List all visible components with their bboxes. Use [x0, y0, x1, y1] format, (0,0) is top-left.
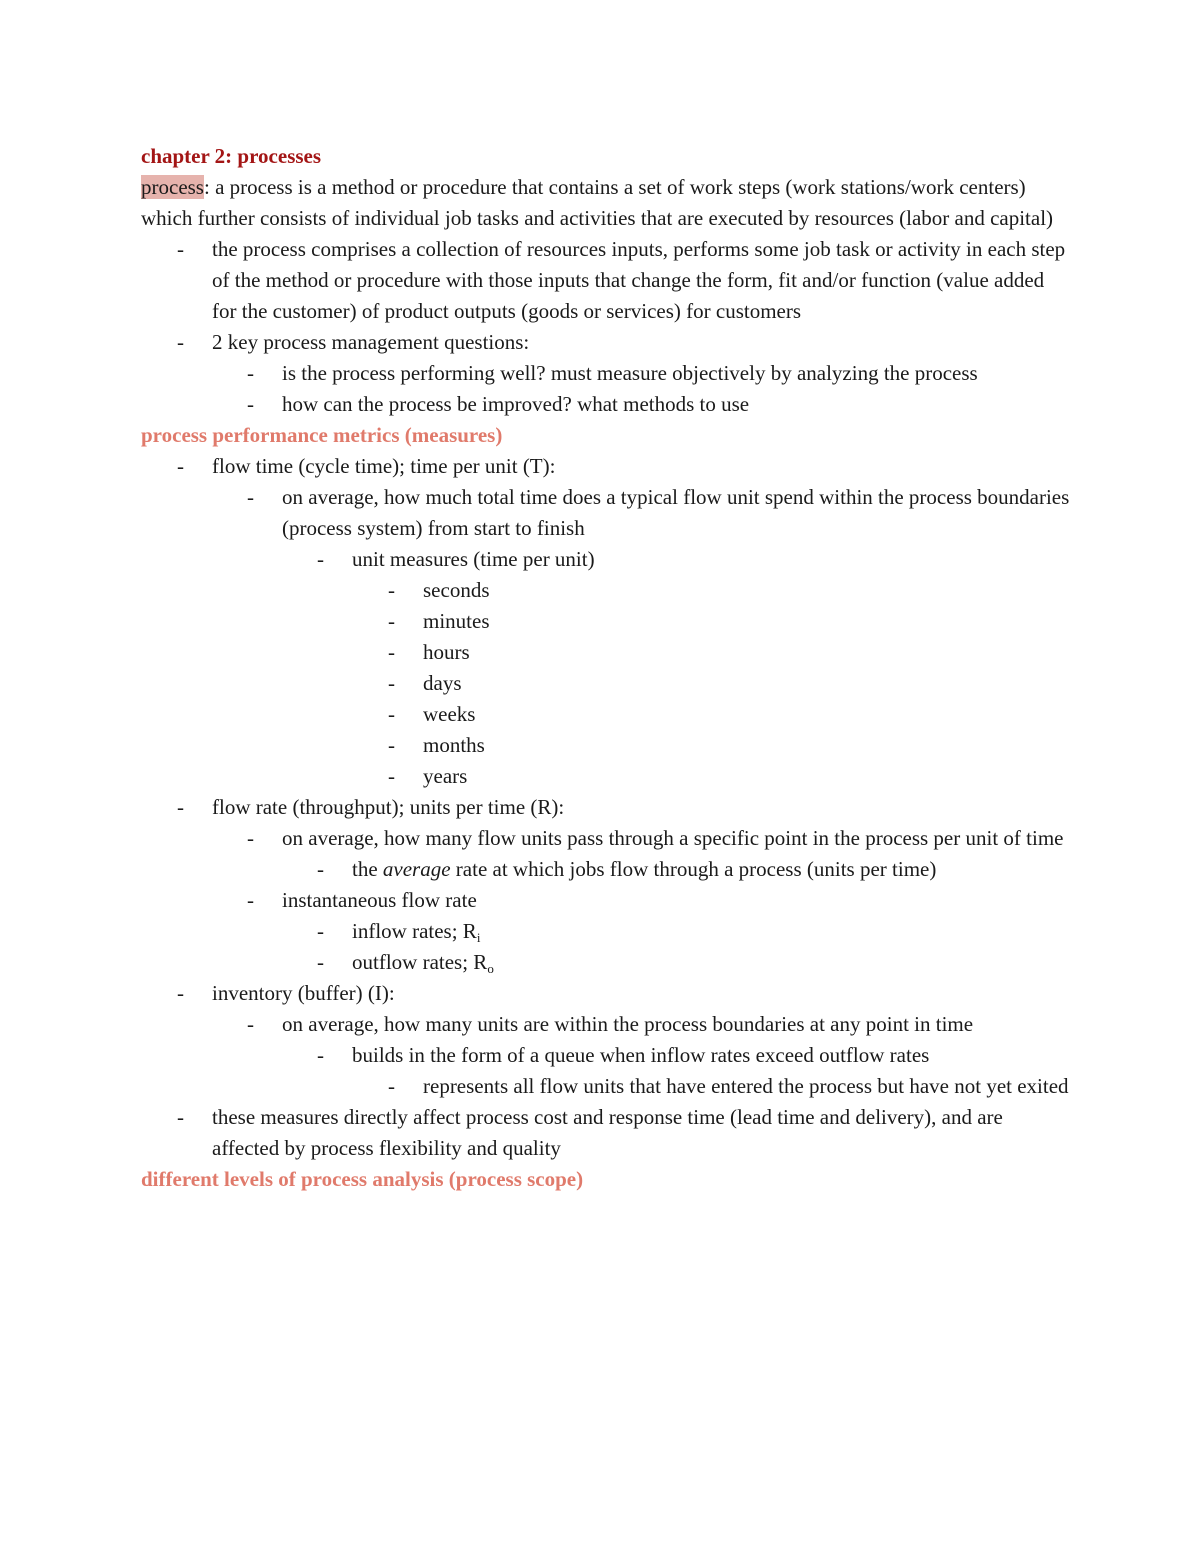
dash-marker: - — [177, 237, 184, 261]
list-item — [141, 575, 1071, 606]
dash-marker: - — [247, 392, 254, 416]
list-item — [141, 544, 1071, 575]
list-item — [141, 358, 1071, 389]
list-item-text: minutes — [423, 609, 490, 633]
dash-marker: - — [177, 795, 184, 819]
list-item-text: seconds — [423, 578, 490, 602]
dash-marker: - — [177, 454, 184, 478]
chapter-title: chapter 2: processes — [141, 144, 322, 168]
list-item — [141, 1071, 1071, 1102]
dash-marker: - — [247, 485, 254, 509]
list-item-text: is the process performing well? must measure objectively by analyzing the process — [282, 361, 978, 385]
list-item-text: on average, how much total time does a typical flow unit spend within the process boundaries (process system) from start to finish — [282, 485, 1070, 540]
dash-marker: - — [388, 671, 395, 695]
dash-marker: - — [247, 1012, 254, 1036]
dash-marker: - — [247, 361, 254, 385]
dash-marker: - — [177, 330, 184, 354]
process-definition — [141, 172, 1071, 234]
definition-text: : a process is a method or procedure that contains a set of work steps (work stations/work centers) which further consists of individual job tasks and activities that are executed by resources (labor and capital) — [141, 175, 1054, 230]
list-item — [141, 792, 1071, 823]
list-item-text: represents all flow units that have entered the process but have not yet exited — [423, 1074, 1069, 1098]
dash-marker: - — [388, 609, 395, 633]
list-item-text: 2 key process management questions: — [212, 330, 530, 354]
list-item — [141, 916, 1071, 947]
list-item-text: outflow rates; R — [352, 950, 488, 974]
dash-marker: - — [247, 826, 254, 850]
list-item-text: instantaneous flow rate — [282, 888, 477, 912]
dash-marker: - — [388, 1074, 395, 1098]
list-item-text: rate at which jobs flow through a process (units per time) — [450, 857, 937, 881]
list-item — [141, 823, 1071, 854]
emphasized-text: average — [382, 857, 451, 881]
list-item-text: the — [352, 857, 383, 881]
highlighted-term: process — [141, 175, 204, 199]
list-item — [141, 885, 1071, 916]
dash-marker: - — [388, 733, 395, 757]
list-item-text: flow time (cycle time); time per unit (T): — [212, 454, 556, 478]
list-item — [141, 730, 1071, 761]
list-item-text: how can the process be improved? what methods to use — [282, 392, 750, 416]
dash-marker: - — [388, 640, 395, 664]
list-item-text: weeks — [423, 702, 476, 726]
list-item — [141, 1040, 1071, 1071]
list-item-text: the process comprises a collection of resources inputs, performs some job task or activity in each step of the method or procedure with those inputs that change the form, fit and/or function (value added for the customer) of product outputs (goods or services) for customers — [212, 237, 1066, 323]
list-item-text: inventory (buffer) (I): — [212, 981, 395, 1005]
list-item — [141, 606, 1071, 637]
dash-marker: - — [177, 981, 184, 1005]
dash-marker: - — [317, 950, 324, 974]
dash-marker: - — [247, 888, 254, 912]
section-heading-scope: different levels of process analysis (process scope) — [141, 1167, 584, 1191]
list-item-text: on average, how many flow units pass through a specific point in the process per unit of time — [282, 826, 1064, 850]
dash-marker: - — [317, 547, 324, 571]
list-item-text: unit measures (time per unit) — [352, 547, 595, 571]
list-item-text: on average, how many units are within the process boundaries at any point in time — [282, 1012, 974, 1036]
list-item — [141, 1009, 1071, 1040]
list-item-text: flow rate (throughput); units per time (R): — [212, 795, 565, 819]
list-item-text: builds in the form of a queue when inflow rates exceed outflow rates — [352, 1043, 930, 1067]
subscript: o — [487, 961, 494, 976]
list-item — [141, 451, 1071, 482]
dash-marker: - — [388, 702, 395, 726]
list-item — [141, 637, 1071, 668]
list-item — [141, 947, 1071, 978]
list-item — [141, 234, 1071, 327]
list-item — [141, 761, 1071, 792]
dash-marker: - — [317, 857, 324, 881]
list-item — [141, 1102, 1071, 1164]
list-item-text: these measures directly affect process cost and response time (lead time and delivery), and are affected by process flexibility and quality — [212, 1105, 1003, 1160]
document-body — [141, 141, 1071, 1195]
list-item — [141, 327, 1071, 358]
dash-marker: - — [388, 764, 395, 788]
list-item-text: hours — [423, 640, 470, 664]
list-item — [141, 668, 1071, 699]
list-item-text: inflow rates; R — [352, 919, 477, 943]
list-item-text: years — [423, 764, 468, 788]
list-item — [141, 482, 1071, 544]
list-item — [141, 978, 1071, 1009]
list-item-text: days — [423, 671, 462, 695]
list-item — [141, 854, 1071, 885]
dash-marker: - — [177, 1105, 184, 1129]
list-item — [141, 389, 1071, 420]
dash-marker: - — [317, 1043, 324, 1067]
list-item — [141, 699, 1071, 730]
subscript: i — [476, 930, 481, 945]
list-item-text: months — [423, 733, 485, 757]
dash-marker: - — [317, 919, 324, 943]
section-heading-metrics: process performance metrics (measures) — [141, 423, 503, 447]
dash-marker: - — [388, 578, 395, 602]
